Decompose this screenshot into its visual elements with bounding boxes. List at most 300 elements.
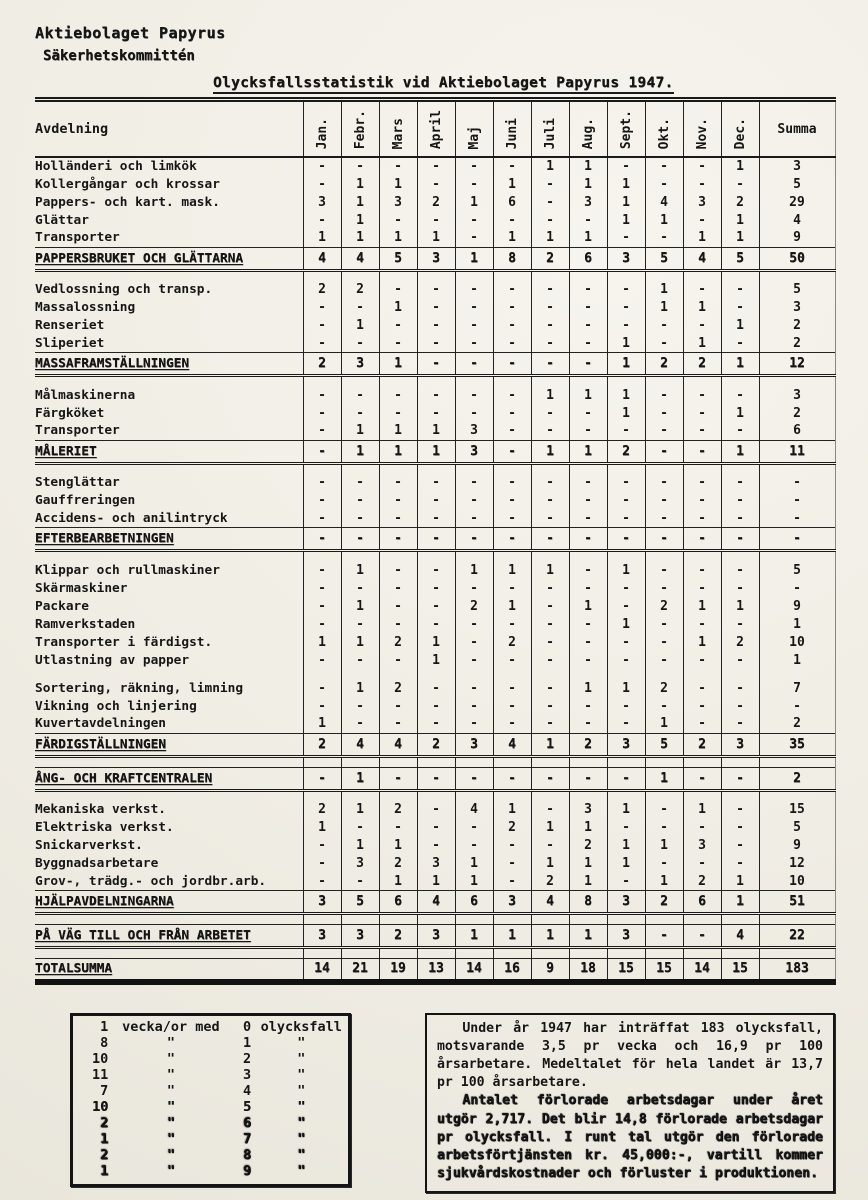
month-value-cell: 2	[379, 855, 417, 873]
month-value-cell: -	[645, 925, 683, 948]
month-value-cell: -	[417, 715, 455, 733]
month-value-cell: 1	[645, 767, 683, 790]
month-value-cell: -	[683, 679, 721, 697]
accident-count: 9	[243, 1162, 252, 1179]
dept-cell	[35, 281, 303, 299]
month-value-cell: -	[683, 855, 721, 873]
month-value-cell: 3	[417, 247, 455, 270]
month-value-cell: -	[341, 474, 379, 492]
month-value-cell: -	[683, 211, 721, 229]
month-value-cell: 1	[531, 733, 569, 756]
dept-cell	[35, 299, 303, 317]
summa-cell: 6	[759, 422, 835, 440]
weeks-row	[77, 1083, 342, 1099]
accident-count: 2	[243, 1050, 252, 1067]
month-value-cell: 2	[379, 801, 417, 819]
month-value-cell: 1	[683, 229, 721, 247]
dept-cell	[35, 193, 303, 211]
dept-label: HJÄLPAVDELNINGARNA	[35, 894, 174, 909]
month-value-cell: -	[645, 697, 683, 715]
weeks-unit: "	[166, 1034, 175, 1051]
month-value-cell: -	[455, 335, 493, 353]
month-value-cell: -	[493, 281, 531, 299]
month-value-cell: 3	[607, 925, 645, 948]
month-value-cell: -	[379, 615, 417, 633]
weeks-row	[77, 1019, 342, 1035]
month-value-cell: -	[303, 579, 341, 597]
accident-suffix: olycksfall	[260, 1018, 342, 1035]
month-value-cell: -	[531, 528, 569, 551]
month-value-cell: -	[303, 157, 341, 175]
month-value-cell: 1	[645, 715, 683, 733]
month-value-cell: 3	[569, 801, 607, 819]
month-value-cell: -	[303, 474, 341, 492]
month-value-cell: -	[379, 474, 417, 492]
month-value-cell: -	[569, 715, 607, 733]
month-value-cell: -	[455, 175, 493, 193]
section-total-row	[35, 353, 835, 376]
month-value-cell: 1	[721, 317, 759, 335]
table-row	[35, 679, 835, 697]
col-header-month	[303, 100, 341, 158]
month-value-cell: -	[455, 510, 493, 528]
month-value-cell: 1	[341, 561, 379, 579]
weeks-count: 10	[92, 1098, 109, 1115]
month-value-cell: -	[493, 510, 531, 528]
month-value-cell: 6	[493, 193, 531, 211]
col-header-month	[569, 100, 607, 158]
month-value-cell: -	[303, 492, 341, 510]
month-value-cell: -	[645, 633, 683, 651]
month-value-cell: 1	[303, 229, 341, 247]
month-value-cell: -	[531, 317, 569, 335]
month-value-cell: -	[493, 528, 531, 551]
weeks-count: 10	[92, 1050, 109, 1067]
month-value-cell: -	[493, 697, 531, 715]
month-value-cell: -	[417, 353, 455, 376]
month-value-cell: -	[455, 281, 493, 299]
month-value-cell: 1	[607, 855, 645, 873]
month-value-cell: -	[531, 651, 569, 669]
dept-cell	[35, 633, 303, 651]
month-value-cell: -	[683, 561, 721, 579]
month-value-cell: 2	[721, 193, 759, 211]
table-row	[35, 157, 835, 175]
accident-suffix: "	[297, 1082, 306, 1099]
month-value-cell: 1	[341, 440, 379, 463]
month-value-cell: 6	[569, 247, 607, 270]
month-value-cell: -	[455, 767, 493, 790]
summa-cell: -	[759, 474, 835, 492]
dept-cell	[35, 819, 303, 837]
month-value-cell: -	[303, 679, 341, 697]
month-value-cell: -	[303, 767, 341, 790]
month-value-cell: -	[493, 335, 531, 353]
month-value-cell: -	[455, 633, 493, 651]
month-value-cell: 3	[303, 891, 341, 914]
table-header-row	[35, 100, 835, 158]
summa-cell: 5	[759, 281, 835, 299]
table-row	[35, 193, 835, 211]
col-header-month	[683, 100, 721, 158]
dept-label: Glättar	[35, 212, 89, 228]
summa-cell: 1	[759, 651, 835, 669]
month-value-cell: -	[569, 528, 607, 551]
month-value-cell: 2	[341, 281, 379, 299]
month-value-cell: -	[645, 440, 683, 463]
section-total-row	[35, 528, 835, 551]
month-value-cell: -	[303, 528, 341, 551]
month-value-cell: 3	[569, 193, 607, 211]
month-value-cell: -	[645, 317, 683, 335]
month-value-cell: -	[493, 837, 531, 855]
month-value-cell: -	[455, 317, 493, 335]
month-value-cell: -	[683, 474, 721, 492]
month-value-cell: -	[531, 211, 569, 229]
weeks-row	[77, 1115, 342, 1131]
month-value-cell: 2	[645, 353, 683, 376]
month-label: Jan.	[314, 117, 330, 149]
month-value-cell: 3	[455, 422, 493, 440]
weeks-unit: "	[166, 1098, 175, 1115]
month-value-cell: 2	[645, 597, 683, 615]
month-value-cell: -	[303, 615, 341, 633]
spacer-row	[35, 551, 835, 562]
col-header-summa: Summa	[759, 100, 835, 158]
spacer-row	[35, 790, 835, 801]
month-value-cell: -	[683, 404, 721, 422]
dept-cell	[35, 492, 303, 510]
weeks-row	[77, 1051, 342, 1067]
month-value-cell: 1	[531, 386, 569, 404]
month-value-cell: -	[645, 335, 683, 353]
month-value-cell: -	[607, 633, 645, 651]
month-value-cell: 1	[379, 175, 417, 193]
month-value-cell: 1	[531, 229, 569, 247]
month-value-cell: -	[379, 317, 417, 335]
month-value-cell: -	[645, 801, 683, 819]
summa-cell: 1	[759, 615, 835, 633]
accident-suffix: "	[297, 1162, 306, 1179]
month-value-cell: -	[645, 651, 683, 669]
dept-label: Ramverkstaden	[35, 616, 136, 632]
month-label: Dec.	[732, 117, 748, 149]
month-value-cell: -	[683, 528, 721, 551]
month-label: Febr.	[352, 109, 368, 149]
summa-cell: 3	[759, 157, 835, 175]
weeks-row	[77, 1035, 342, 1051]
month-value-cell: 1	[341, 837, 379, 855]
month-value-cell: -	[607, 317, 645, 335]
month-value-cell: 1	[607, 561, 645, 579]
dept-label: Accidens- och anilintryck	[35, 510, 228, 526]
month-value-cell: -	[455, 404, 493, 422]
month-value-cell: -	[455, 299, 493, 317]
month-value-cell: -	[493, 615, 531, 633]
month-value-cell: 1	[607, 353, 645, 376]
month-value-cell: 1	[645, 299, 683, 317]
month-value-cell: -	[645, 229, 683, 247]
month-value-cell: 15	[645, 959, 683, 982]
month-value-cell: -	[417, 679, 455, 697]
month-value-cell: -	[455, 157, 493, 175]
month-value-cell: -	[341, 299, 379, 317]
bottom-section	[70, 1013, 835, 1194]
dept-cell	[35, 247, 303, 270]
month-value-cell: -	[531, 679, 569, 697]
month-value-cell: 1	[721, 873, 759, 891]
month-value-cell: -	[569, 474, 607, 492]
accident-count: 3	[243, 1066, 252, 1083]
accident-count: 5	[243, 1098, 252, 1115]
month-value-cell: -	[569, 404, 607, 422]
month-value-cell: 2	[645, 891, 683, 914]
month-value-cell: -	[531, 193, 569, 211]
month-value-cell: 1	[607, 679, 645, 697]
weeks-count: 11	[92, 1066, 109, 1083]
month-value-cell: 2	[417, 733, 455, 756]
table-row	[35, 819, 835, 837]
month-value-cell: -	[683, 492, 721, 510]
month-value-cell: 3	[341, 925, 379, 948]
month-value-cell: 5	[645, 247, 683, 270]
month-value-cell: -	[683, 175, 721, 193]
month-value-cell: -	[417, 157, 455, 175]
dept-label: Kuvertavdelningen	[35, 716, 166, 732]
col-header-month	[455, 100, 493, 158]
month-value-cell: 1	[645, 281, 683, 299]
month-value-cell: -	[721, 651, 759, 669]
month-value-cell: -	[379, 404, 417, 422]
dept-label: Färgköket	[35, 405, 105, 421]
month-value-cell: 3	[379, 193, 417, 211]
month-value-cell: 1	[569, 229, 607, 247]
month-value-cell: -	[645, 386, 683, 404]
accident-suffix: "	[297, 1146, 306, 1163]
month-value-cell: 3	[455, 440, 493, 463]
month-value-cell: -	[569, 615, 607, 633]
section-total-row	[35, 891, 835, 914]
summa-cell: 35	[759, 733, 835, 756]
summa-cell: 10	[759, 873, 835, 891]
weeks-count: 7	[100, 1082, 109, 1099]
month-value-cell: -	[531, 697, 569, 715]
month-value-cell: 14	[683, 959, 721, 982]
month-value-cell: -	[379, 510, 417, 528]
dept-label: ÅNG- OCH KRAFTCENTRALEN	[35, 770, 213, 786]
month-value-cell: -	[379, 335, 417, 353]
table-row	[35, 299, 835, 317]
month-value-cell: -	[303, 317, 341, 335]
month-value-cell: 1	[493, 229, 531, 247]
month-value-cell: 8	[569, 891, 607, 914]
table-row	[35, 422, 835, 440]
month-value-cell: -	[303, 422, 341, 440]
month-value-cell: 3	[683, 193, 721, 211]
month-value-cell: 2	[531, 873, 569, 891]
dept-cell	[35, 855, 303, 873]
month-value-cell: -	[721, 510, 759, 528]
month-value-cell: 1	[531, 819, 569, 837]
month-value-cell: -	[493, 873, 531, 891]
month-value-cell: -	[569, 422, 607, 440]
month-value-cell: -	[341, 510, 379, 528]
month-value-cell: -	[607, 157, 645, 175]
month-value-cell: 1	[341, 597, 379, 615]
accident-count: 7	[243, 1130, 252, 1147]
month-value-cell: -	[379, 386, 417, 404]
month-value-cell: 1	[417, 651, 455, 669]
month-value-cell: -	[569, 281, 607, 299]
month-value-cell: 1	[455, 193, 493, 211]
month-value-cell: -	[531, 510, 569, 528]
month-value-cell: 1	[569, 386, 607, 404]
month-value-cell: 1	[569, 175, 607, 193]
month-value-cell: -	[683, 281, 721, 299]
dept-label: PÅ VÄG TILL OCH FRÅN ARBETET	[35, 928, 251, 943]
month-value-cell: -	[341, 873, 379, 891]
month-value-cell: -	[721, 801, 759, 819]
month-value-cell: -	[569, 767, 607, 790]
month-value-cell: -	[683, 157, 721, 175]
month-value-cell: -	[645, 474, 683, 492]
month-value-cell: 1	[607, 386, 645, 404]
month-value-cell: 1	[417, 873, 455, 891]
accident-count: 4	[243, 1082, 252, 1099]
month-value-cell: -	[607, 819, 645, 837]
month-value-cell: 2	[379, 679, 417, 697]
month-value-cell: 1	[341, 633, 379, 651]
spacer-row	[35, 948, 835, 959]
table-row	[35, 561, 835, 579]
dept-cell	[35, 422, 303, 440]
section-total-row	[35, 733, 835, 756]
month-value-cell: 1	[379, 873, 417, 891]
month-value-cell: -	[417, 819, 455, 837]
month-value-cell: 3	[493, 891, 531, 914]
accident-count: 6	[243, 1114, 252, 1131]
month-value-cell: 1	[721, 211, 759, 229]
month-value-cell: 1	[493, 175, 531, 193]
month-label: Maj	[466, 125, 482, 149]
month-value-cell: -	[455, 651, 493, 669]
month-value-cell: -	[303, 386, 341, 404]
month-value-cell: -	[493, 299, 531, 317]
month-value-cell: 1	[531, 440, 569, 463]
section-total-row	[35, 247, 835, 270]
month-value-cell: -	[417, 615, 455, 633]
summa-cell: 15	[759, 801, 835, 819]
month-value-cell: 13	[417, 959, 455, 982]
month-value-cell: -	[303, 561, 341, 579]
table-row	[35, 175, 835, 193]
accident-suffix: "	[297, 1034, 306, 1051]
month-value-cell: -	[455, 211, 493, 229]
dept-label: Massalossning	[35, 300, 136, 315]
month-value-cell: 1	[531, 561, 569, 579]
month-value-cell: 18	[569, 959, 607, 982]
col-header-month	[379, 100, 417, 158]
dept-cell	[35, 386, 303, 404]
col-header-month	[493, 100, 531, 158]
summa-cell: 12	[759, 353, 835, 376]
month-value-cell: -	[455, 492, 493, 510]
summa-cell: 2	[759, 404, 835, 422]
month-value-cell: 4	[455, 801, 493, 819]
month-value-cell: -	[683, 440, 721, 463]
month-value-cell: -	[417, 211, 455, 229]
month-value-cell: -	[379, 157, 417, 175]
month-value-cell: -	[379, 767, 417, 790]
month-value-cell: -	[531, 335, 569, 353]
dept-cell	[35, 175, 303, 193]
month-value-cell: -	[493, 404, 531, 422]
month-value-cell: -	[455, 229, 493, 247]
dept-label: Snickarverkst.	[35, 838, 143, 853]
summary-text-box	[425, 1013, 835, 1194]
month-value-cell: -	[645, 510, 683, 528]
month-value-cell: 1	[569, 679, 607, 697]
month-value-cell: 3	[607, 733, 645, 756]
month-value-cell: 2	[303, 353, 341, 376]
month-value-cell: 9	[531, 959, 569, 982]
month-value-cell: -	[683, 819, 721, 837]
table-row	[35, 474, 835, 492]
month-value-cell: -	[607, 299, 645, 317]
month-value-cell: -	[569, 697, 607, 715]
month-value-cell: -	[721, 715, 759, 733]
dept-label: Pappers- och kart. mask.	[35, 194, 220, 210]
month-value-cell: 2	[493, 633, 531, 651]
month-value-cell: -	[417, 281, 455, 299]
summa-cell: 50	[759, 247, 835, 270]
month-value-cell: -	[607, 873, 645, 891]
month-value-cell: -	[379, 597, 417, 615]
month-value-cell: -	[569, 510, 607, 528]
month-value-cell: 6	[683, 891, 721, 914]
summa-cell: 5	[759, 819, 835, 837]
month-value-cell: -	[531, 474, 569, 492]
summa-cell: 5	[759, 175, 835, 193]
dept-label: FÄRDIGSTÄLLNINGEN	[35, 736, 166, 752]
month-value-cell: -	[493, 715, 531, 733]
month-value-cell: -	[721, 492, 759, 510]
weeks-tally-box	[70, 1013, 351, 1187]
month-value-cell: -	[531, 767, 569, 790]
table-row	[35, 211, 835, 229]
dept-label: TOTALSUMMA	[35, 961, 113, 977]
month-value-cell: 1	[341, 679, 379, 697]
dept-cell	[35, 615, 303, 633]
summary-paragraph-1: Under år 1947 har inträffat 183 olycksfall, motsvarande 3,5 pr vecka och 16,9 pr 100 årsarbetare. Medeltalet för hela landet är 13,7 pr 100 årsarbetare.	[436, 1020, 823, 1091]
month-value-cell: -	[607, 510, 645, 528]
weeks-unit: "	[166, 1114, 175, 1131]
dept-cell	[35, 925, 303, 948]
month-value-cell: 1	[455, 925, 493, 948]
month-value-cell: -	[645, 175, 683, 193]
summa-cell: 5	[759, 561, 835, 579]
month-value-cell: -	[493, 440, 531, 463]
month-value-cell: 1	[379, 229, 417, 247]
month-value-cell: -	[569, 335, 607, 353]
summa-cell: -	[759, 528, 835, 551]
summa-cell: 11	[759, 440, 835, 463]
month-value-cell: -	[531, 801, 569, 819]
col-header-month	[645, 100, 683, 158]
section-total-row	[35, 767, 835, 790]
month-value-cell: -	[721, 579, 759, 597]
month-value-cell: 1	[341, 193, 379, 211]
